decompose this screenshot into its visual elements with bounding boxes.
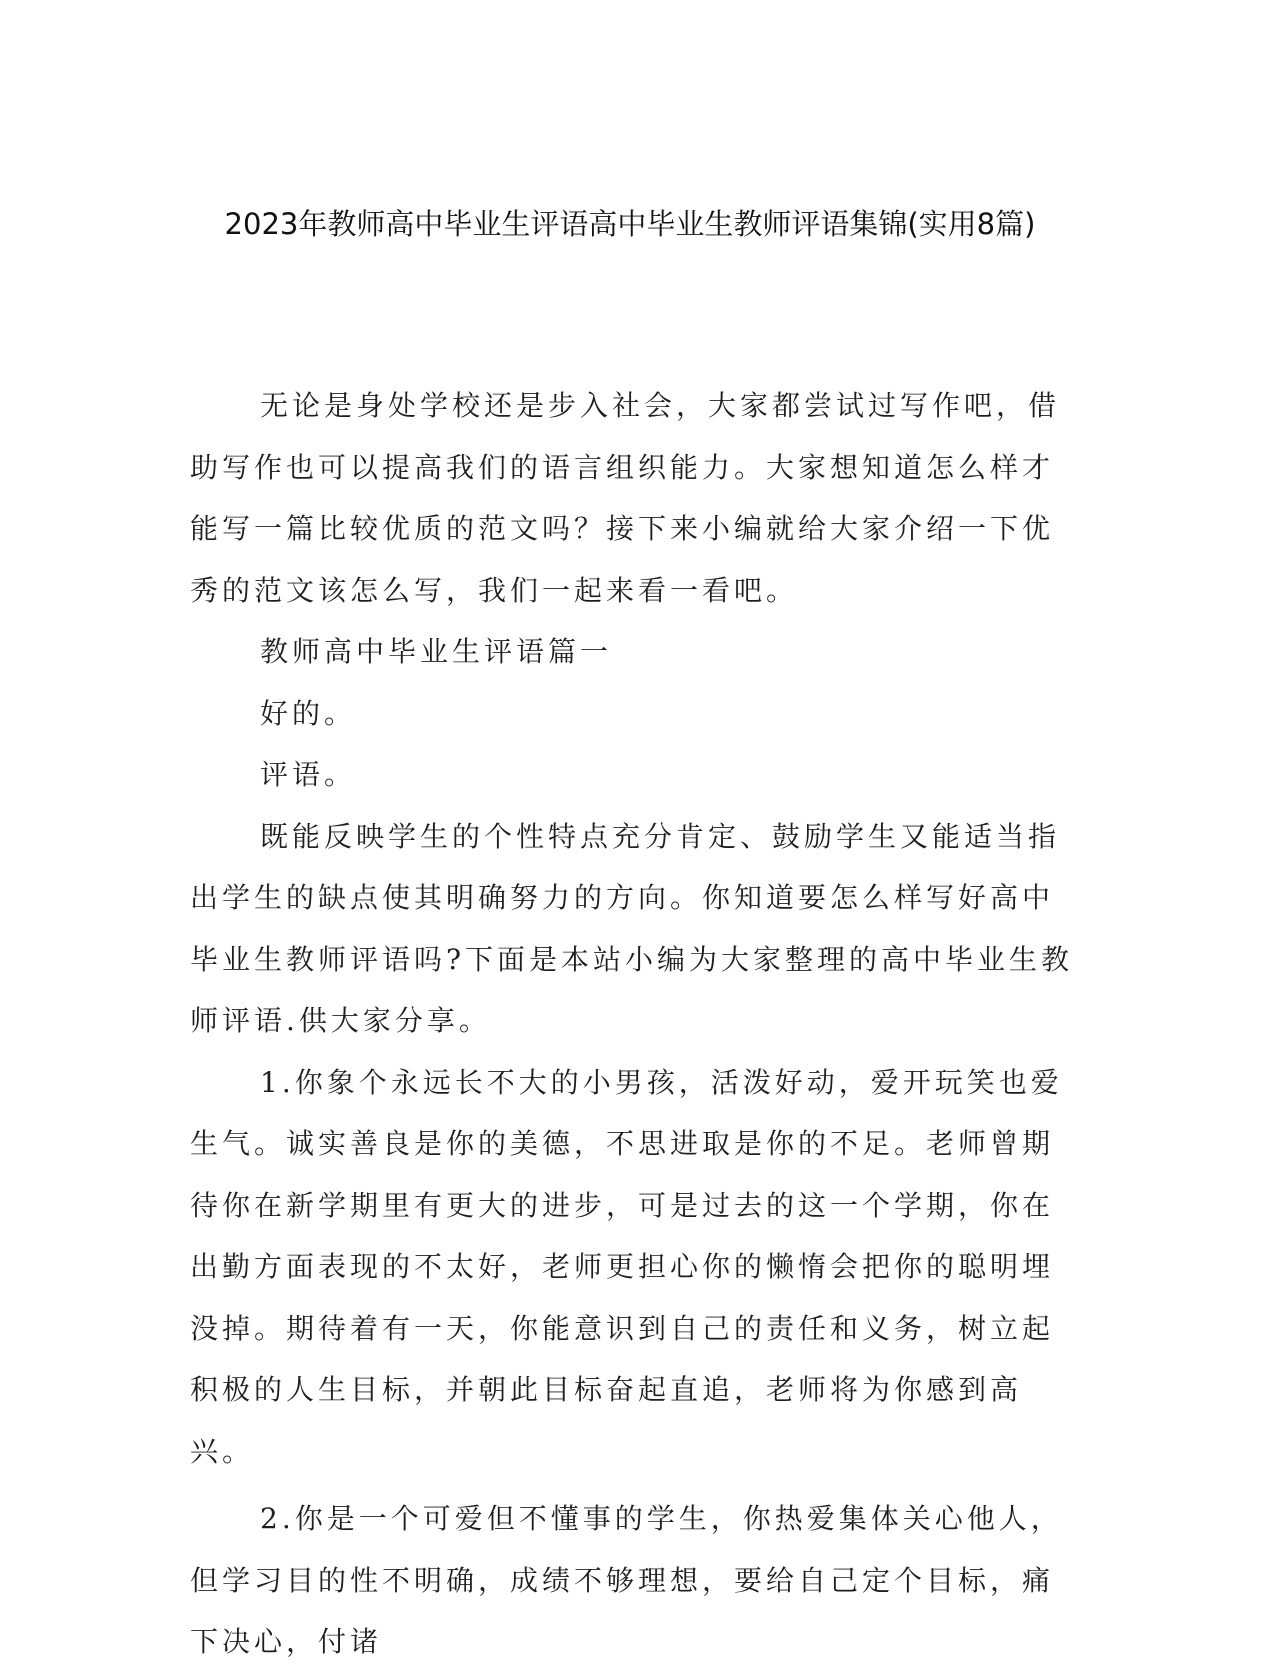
section-heading: 教师高中毕业生评语篇一	[260, 635, 613, 668]
document-body	[190, 375, 1080, 1673]
body-paragraph: 好的。	[260, 696, 357, 730]
comment-item: 2.你是一个可爱但不懂事的学生，你热爱集体关心他人，但学习目的性不明确，成绩不够理想，要给自己定个目标，痛下决心，付诸	[190, 1502, 1063, 1658]
comment-item: 1.你象个永远长不大的小男孩，活泼好动，爱开玩笑也爱生气。诚实善良是你的美德，不思进取是你的不足。老师曾期待你在新学期里有更大的进步，可是过去的这一个学期，你在出勤方面表现的不太好，老师更担心你的懒惰会把你的聪明埋没掉。期待着有一天，你能意识到自己的责任和义务，树立起积极的人生目标，并朝此目标奋起直追，老师将为你感到高兴。	[190, 1065, 1063, 1468]
intro-paragraph: 无论是身处学校还是步入社会，大家都尝试过写作吧，借助写作也可以提高我们的语言组织能力。大家想知道怎么样才能写一篇比较优质的范文吗？接下来小编就给大家介绍一下优秀的范文该怎么写，我们一起来看一看吧。	[190, 389, 1061, 607]
document-title: 2023年教师高中毕业生评语高中毕业生教师评语集锦(实用8篇)	[224, 207, 1036, 241]
body-paragraph: 既能反映学生的个性特点充分肯定、鼓励学生又能适当指出学生的缺点使其明确努力的方向。你知道要怎么样写好高中毕业生教师评语吗?下面是本站小编为大家整理的高中毕业生教师评语.供大家分享。	[190, 819, 1074, 1037]
body-paragraph: 评语。	[260, 758, 357, 791]
